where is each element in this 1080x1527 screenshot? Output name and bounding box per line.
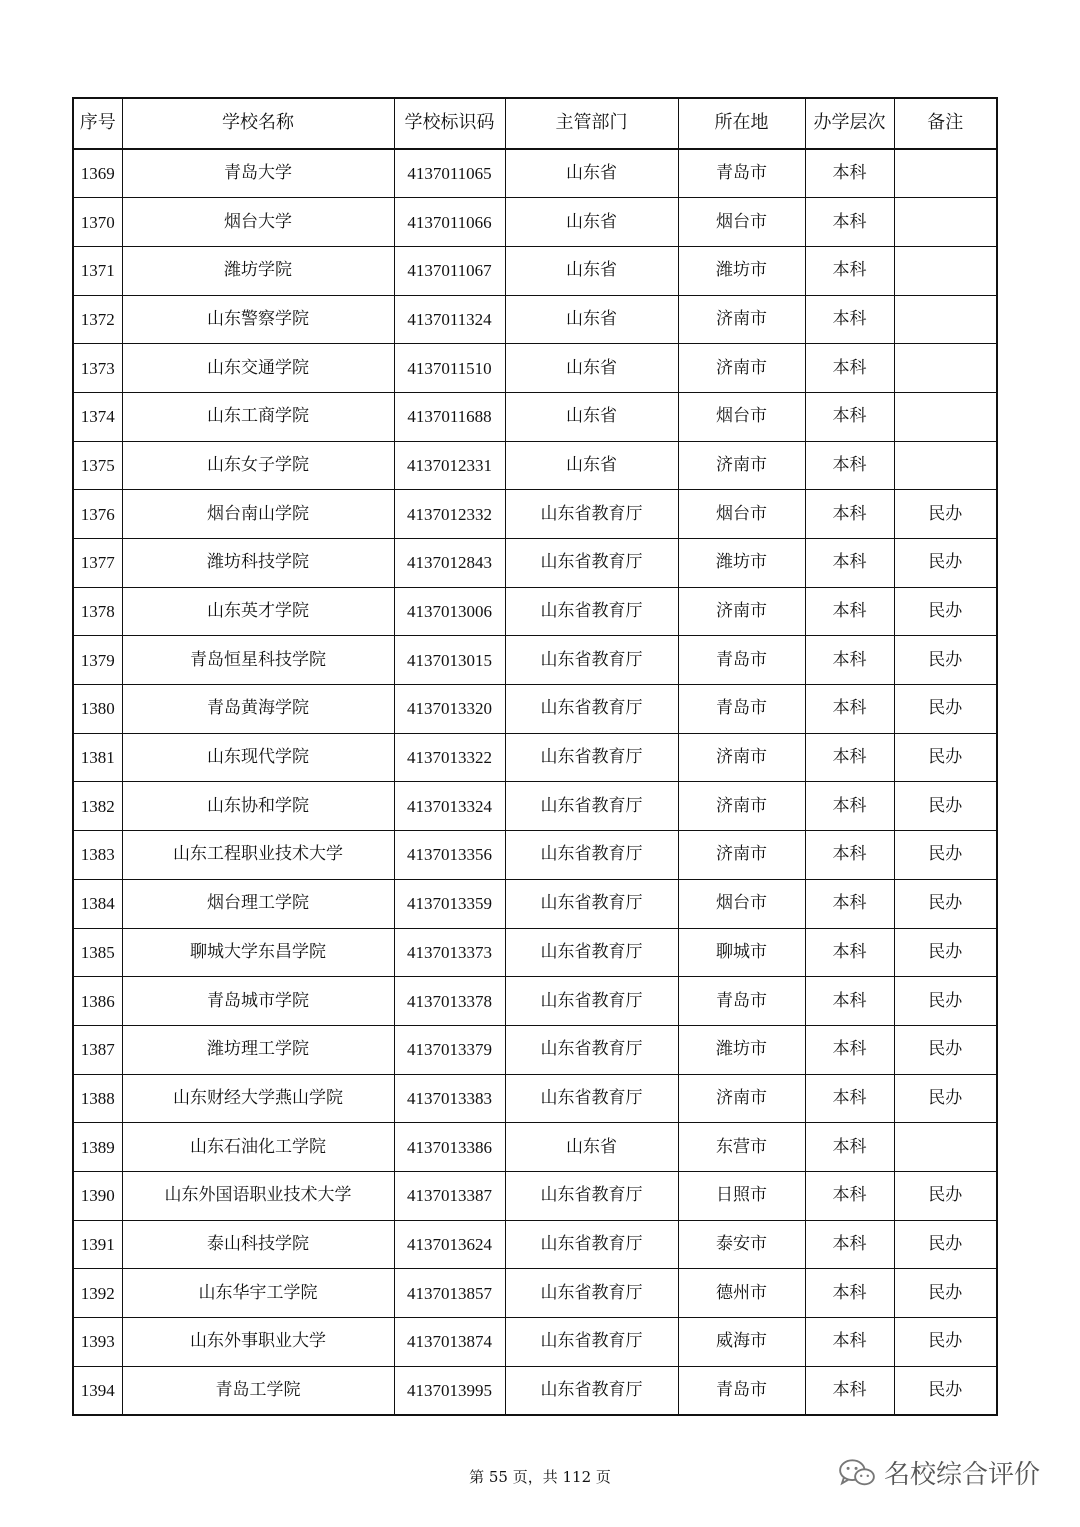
cell-col-remark: 民办 — [894, 1074, 997, 1123]
table-row — [73, 1171, 997, 1220]
cell-col-location: 潍坊市 — [678, 1025, 805, 1074]
cell-col-index: 1394 — [73, 1366, 122, 1415]
cell-col-level: 本科 — [805, 1074, 894, 1123]
cell-col-location: 济南市 — [678, 831, 805, 880]
cell-col-level: 本科 — [805, 1025, 894, 1074]
table-row — [73, 1220, 997, 1269]
cell-col-school-code: 4137013324 — [394, 782, 505, 831]
table-row — [73, 539, 997, 588]
cell-col-school-code: 4137013322 — [394, 733, 505, 782]
table-row — [73, 928, 997, 977]
cell-col-remark — [894, 441, 997, 490]
header-col-level: 办学层次 — [805, 98, 894, 149]
cell-col-remark — [894, 198, 997, 247]
cell-col-index: 1388 — [73, 1074, 122, 1123]
cell-col-remark — [894, 392, 997, 441]
cell-col-school-code: 4137012332 — [394, 490, 505, 539]
cell-col-remark — [894, 344, 997, 393]
cell-col-school-name: 烟台南山学院 — [122, 490, 394, 539]
cell-col-school-code: 4137011510 — [394, 344, 505, 393]
cell-col-school-name: 烟台大学 — [122, 198, 394, 247]
table-row — [73, 392, 997, 441]
cell-col-school-code: 4137013383 — [394, 1074, 505, 1123]
cell-col-school-code: 4137013006 — [394, 587, 505, 636]
cell-col-location: 青岛市 — [678, 1366, 805, 1415]
cell-col-index: 1379 — [73, 636, 122, 685]
cell-col-index: 1384 — [73, 879, 122, 928]
table-row — [73, 1123, 997, 1172]
cell-col-location: 青岛市 — [678, 149, 805, 198]
cell-col-school-name: 山东华宇工学院 — [122, 1269, 394, 1318]
table-row — [73, 636, 997, 685]
cell-col-level: 本科 — [805, 1318, 894, 1367]
cell-col-school-name: 青岛恒星科技学院 — [122, 636, 394, 685]
cell-col-level: 本科 — [805, 685, 894, 734]
cell-col-location: 青岛市 — [678, 685, 805, 734]
header-col-authority: 主管部门 — [505, 98, 678, 149]
cell-col-authority: 山东省教育厅 — [505, 977, 678, 1026]
table-row — [73, 1318, 997, 1367]
cell-col-school-name: 山东工商学院 — [122, 392, 394, 441]
cell-col-authority: 山东省教育厅 — [505, 685, 678, 734]
cell-col-level: 本科 — [805, 490, 894, 539]
cell-col-school-code: 4137013624 — [394, 1220, 505, 1269]
cell-col-index: 1371 — [73, 246, 122, 295]
cell-col-level: 本科 — [805, 1269, 894, 1318]
cell-col-location: 烟台市 — [678, 392, 805, 441]
watermark — [838, 1454, 1040, 1491]
cell-col-school-name: 山东外事职业大学 — [122, 1318, 394, 1367]
cell-col-school-name: 山东交通学院 — [122, 344, 394, 393]
cell-col-remark: 民办 — [894, 685, 997, 734]
cell-col-authority: 山东省 — [505, 295, 678, 344]
cell-col-remark: 民办 — [894, 1366, 997, 1415]
cell-col-index: 1375 — [73, 441, 122, 490]
table-row — [73, 1074, 997, 1123]
table-row — [73, 198, 997, 247]
cell-col-level: 本科 — [805, 539, 894, 588]
cell-col-location: 济南市 — [678, 344, 805, 393]
cell-col-level: 本科 — [805, 1366, 894, 1415]
cell-col-authority: 山东省教育厅 — [505, 1025, 678, 1074]
cell-col-authority: 山东省教育厅 — [505, 782, 678, 831]
cell-col-remark — [894, 246, 997, 295]
cell-col-school-name: 山东工程职业技术大学 — [122, 831, 394, 880]
university-table — [72, 97, 998, 1416]
cell-col-index: 1372 — [73, 295, 122, 344]
cell-col-school-name: 山东女子学院 — [122, 441, 394, 490]
cell-col-index: 1392 — [73, 1269, 122, 1318]
table-row — [73, 246, 997, 295]
cell-col-authority: 山东省教育厅 — [505, 1220, 678, 1269]
cell-col-school-code: 4137013015 — [394, 636, 505, 685]
cell-col-authority: 山东省教育厅 — [505, 587, 678, 636]
cell-col-index: 1370 — [73, 198, 122, 247]
cell-col-index: 1389 — [73, 1123, 122, 1172]
table-row — [73, 1025, 997, 1074]
cell-col-remark: 民办 — [894, 1318, 997, 1367]
cell-col-index: 1377 — [73, 539, 122, 588]
cell-col-level: 本科 — [805, 733, 894, 782]
cell-col-school-code: 4137011066 — [394, 198, 505, 247]
cell-col-remark: 民办 — [894, 490, 997, 539]
cell-col-location: 潍坊市 — [678, 246, 805, 295]
cell-col-level: 本科 — [805, 344, 894, 393]
cell-col-index: 1380 — [73, 685, 122, 734]
cell-col-remark: 民办 — [894, 1025, 997, 1074]
cell-col-school-name: 潍坊学院 — [122, 246, 394, 295]
cell-col-school-code: 4137013373 — [394, 928, 505, 977]
cell-col-school-code: 4137012843 — [394, 539, 505, 588]
cell-col-index: 1385 — [73, 928, 122, 977]
cell-col-authority: 山东省教育厅 — [505, 1171, 678, 1220]
page-number: 第 55 页，共 112 页 — [469, 1468, 611, 1486]
cell-col-authority: 山东省教育厅 — [505, 1269, 678, 1318]
cell-col-school-name: 山东警察学院 — [122, 295, 394, 344]
cell-col-school-name: 潍坊理工学院 — [122, 1025, 394, 1074]
cell-col-level: 本科 — [805, 1220, 894, 1269]
table-row — [73, 344, 997, 393]
cell-col-index: 1393 — [73, 1318, 122, 1367]
table-row — [73, 977, 997, 1026]
cell-col-level: 本科 — [805, 636, 894, 685]
cell-col-remark: 民办 — [894, 636, 997, 685]
cell-col-authority: 山东省教育厅 — [505, 539, 678, 588]
cell-col-location: 德州市 — [678, 1269, 805, 1318]
cell-col-authority: 山东省教育厅 — [505, 1074, 678, 1123]
table-row — [73, 149, 997, 198]
cell-col-school-name: 潍坊科技学院 — [122, 539, 394, 588]
cell-col-remark — [894, 295, 997, 344]
cell-col-location: 济南市 — [678, 1074, 805, 1123]
header-col-index: 序号 — [73, 98, 122, 149]
cell-col-authority: 山东省教育厅 — [505, 928, 678, 977]
table-row — [73, 490, 997, 539]
cell-col-authority: 山东省教育厅 — [505, 831, 678, 880]
cell-col-level: 本科 — [805, 295, 894, 344]
cell-col-school-name: 山东英才学院 — [122, 587, 394, 636]
cell-col-authority: 山东省 — [505, 1123, 678, 1172]
cell-col-level: 本科 — [805, 879, 894, 928]
cell-col-school-name: 聊城大学东昌学院 — [122, 928, 394, 977]
cell-col-school-code: 4137011065 — [394, 149, 505, 198]
header-col-remark: 备注 — [894, 98, 997, 149]
cell-col-authority: 山东省教育厅 — [505, 879, 678, 928]
cell-col-school-code: 4137013320 — [394, 685, 505, 734]
cell-col-remark — [894, 149, 997, 198]
cell-col-location: 济南市 — [678, 587, 805, 636]
cell-col-level: 本科 — [805, 149, 894, 198]
cell-col-level: 本科 — [805, 1171, 894, 1220]
table-row — [73, 782, 997, 831]
cell-col-index: 1382 — [73, 782, 122, 831]
cell-col-index: 1383 — [73, 831, 122, 880]
cell-col-remark: 民办 — [894, 977, 997, 1026]
header-col-school-code: 学校标识码 — [394, 98, 505, 149]
cell-col-school-code: 4137013857 — [394, 1269, 505, 1318]
cell-col-level: 本科 — [805, 831, 894, 880]
table-body — [73, 149, 997, 1416]
cell-col-remark: 民办 — [894, 1220, 997, 1269]
cell-col-remark: 民办 — [894, 1269, 997, 1318]
cell-col-authority: 山东省教育厅 — [505, 733, 678, 782]
cell-col-school-name: 山东现代学院 — [122, 733, 394, 782]
cell-col-school-code: 4137011067 — [394, 246, 505, 295]
cell-col-school-code: 4137013356 — [394, 831, 505, 880]
cell-col-authority: 山东省教育厅 — [505, 490, 678, 539]
cell-col-school-code: 4137013995 — [394, 1366, 505, 1415]
cell-col-index: 1374 — [73, 392, 122, 441]
cell-col-level: 本科 — [805, 246, 894, 295]
cell-col-index: 1387 — [73, 1025, 122, 1074]
cell-col-remark: 民办 — [894, 782, 997, 831]
cell-col-authority: 山东省教育厅 — [505, 636, 678, 685]
cell-col-location: 潍坊市 — [678, 539, 805, 588]
cell-col-index: 1369 — [73, 149, 122, 198]
cell-col-school-name: 山东财经大学燕山学院 — [122, 1074, 394, 1123]
cell-col-school-code: 4137012331 — [394, 441, 505, 490]
cell-col-authority: 山东省教育厅 — [505, 1366, 678, 1415]
cell-col-location: 济南市 — [678, 295, 805, 344]
cell-col-level: 本科 — [805, 587, 894, 636]
cell-col-school-name: 青岛黄海学院 — [122, 685, 394, 734]
cell-col-school-code: 4137011324 — [394, 295, 505, 344]
table-row — [73, 685, 997, 734]
table-row — [73, 879, 997, 928]
cell-col-level: 本科 — [805, 441, 894, 490]
cell-col-school-code: 4137013387 — [394, 1171, 505, 1220]
cell-col-location: 济南市 — [678, 441, 805, 490]
cell-col-remark — [894, 1123, 997, 1172]
cell-col-school-name: 泰山科技学院 — [122, 1220, 394, 1269]
cell-col-authority: 山东省 — [505, 392, 678, 441]
cell-col-index: 1381 — [73, 733, 122, 782]
cell-col-location: 青岛市 — [678, 977, 805, 1026]
cell-col-school-name: 青岛城市学院 — [122, 977, 394, 1026]
cell-col-authority: 山东省 — [505, 246, 678, 295]
cell-col-remark: 民办 — [894, 879, 997, 928]
cell-col-authority: 山东省 — [505, 198, 678, 247]
cell-col-remark: 民办 — [894, 733, 997, 782]
table-row — [73, 1366, 997, 1415]
cell-col-location: 日照市 — [678, 1171, 805, 1220]
cell-col-school-code: 4137013359 — [394, 879, 505, 928]
cell-col-remark: 民办 — [894, 539, 997, 588]
cell-col-index: 1378 — [73, 587, 122, 636]
header-col-location: 所在地 — [678, 98, 805, 149]
cell-col-school-code: 4137011688 — [394, 392, 505, 441]
table-row — [73, 441, 997, 490]
table-row — [73, 733, 997, 782]
table-row — [73, 831, 997, 880]
cell-col-authority: 山东省 — [505, 344, 678, 393]
cell-col-location: 烟台市 — [678, 198, 805, 247]
header-col-school-name: 学校名称 — [122, 98, 394, 149]
cell-col-index: 1386 — [73, 977, 122, 1026]
cell-col-level: 本科 — [805, 198, 894, 247]
cell-col-school-name: 山东协和学院 — [122, 782, 394, 831]
cell-col-authority: 山东省 — [505, 149, 678, 198]
cell-col-school-code: 4137013378 — [394, 977, 505, 1026]
cell-col-index: 1373 — [73, 344, 122, 393]
cell-col-level: 本科 — [805, 782, 894, 831]
cell-col-remark: 民办 — [894, 587, 997, 636]
cell-col-school-name: 青岛大学 — [122, 149, 394, 198]
wechat-icon — [838, 1458, 876, 1488]
cell-col-level: 本科 — [805, 977, 894, 1026]
cell-col-authority: 山东省教育厅 — [505, 1318, 678, 1367]
cell-col-location: 济南市 — [678, 782, 805, 831]
cell-col-authority: 山东省 — [505, 441, 678, 490]
table-row — [73, 1269, 997, 1318]
cell-col-location: 青岛市 — [678, 636, 805, 685]
cell-col-school-name: 青岛工学院 — [122, 1366, 394, 1415]
cell-col-location: 烟台市 — [678, 879, 805, 928]
cell-col-school-code: 4137013379 — [394, 1025, 505, 1074]
cell-col-school-code: 4137013386 — [394, 1123, 505, 1172]
cell-col-index: 1376 — [73, 490, 122, 539]
cell-col-remark: 民办 — [894, 1171, 997, 1220]
cell-col-index: 1391 — [73, 1220, 122, 1269]
table-header-row — [73, 98, 997, 149]
cell-col-location: 聊城市 — [678, 928, 805, 977]
cell-col-school-code: 4137013874 — [394, 1318, 505, 1367]
cell-col-location: 济南市 — [678, 733, 805, 782]
watermark-text: 名校综合评价 — [884, 1460, 1041, 1490]
cell-col-level: 本科 — [805, 1123, 894, 1172]
cell-col-location: 威海市 — [678, 1318, 805, 1367]
cell-col-location: 东营市 — [678, 1123, 805, 1172]
cell-col-remark: 民办 — [894, 831, 997, 880]
cell-col-location: 泰安市 — [678, 1220, 805, 1269]
cell-col-level: 本科 — [805, 392, 894, 441]
cell-col-school-name: 烟台理工学院 — [122, 879, 394, 928]
cell-col-remark: 民办 — [894, 928, 997, 977]
cell-col-level: 本科 — [805, 928, 894, 977]
table-row — [73, 295, 997, 344]
cell-col-index: 1390 — [73, 1171, 122, 1220]
cell-col-school-name: 山东外国语职业技术大学 — [122, 1171, 394, 1220]
table-row — [73, 587, 997, 636]
cell-col-school-name: 山东石油化工学院 — [122, 1123, 394, 1172]
cell-col-location: 烟台市 — [678, 490, 805, 539]
